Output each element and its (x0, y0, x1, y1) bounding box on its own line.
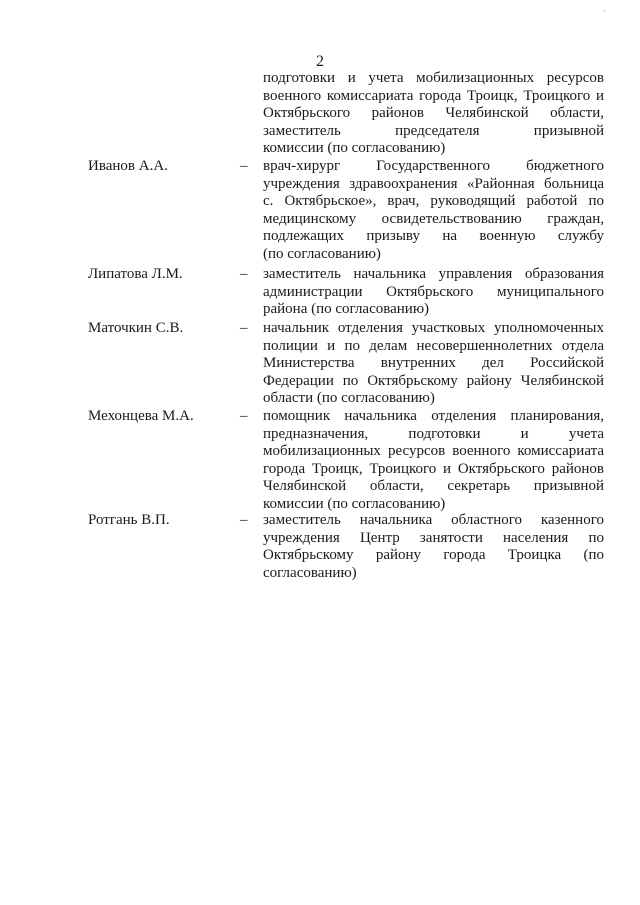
dash-separator: – (240, 158, 248, 174)
member-name: Мехонцева М.А. (88, 408, 194, 424)
text-line: с. Октябрьское», врач, руководящий работой по (263, 193, 604, 209)
text-line: Октябрьского районов Челябинской области, (263, 105, 604, 121)
text-line: (по согласованию) (263, 245, 381, 262)
dash-separator: – (240, 408, 248, 424)
member-description (263, 512, 604, 582)
page-number: 2 (316, 53, 324, 70)
text-line: района (по согласованию) (263, 301, 430, 317)
text-line: Октябрьскому району города Троицка (по (263, 547, 604, 563)
member-name: Иванов А.А. (88, 158, 168, 174)
text-line: учреждения Центр занятости населения по (263, 529, 604, 546)
dash-separator: – (240, 320, 248, 336)
text-line: начальник отделения участковых уполномоченных (263, 320, 604, 336)
text-line: Министерства внутренних дел Российской (263, 355, 604, 371)
text-line: Челябинской области, секретарь призывной (263, 478, 604, 494)
text-line: медицинскому освидетельствованию граждан, (263, 210, 604, 227)
text-line: заместитель начальника управления образования (263, 266, 604, 282)
text-line: предназначения, подготовки и учета (263, 425, 604, 442)
continuation-text (263, 70, 604, 158)
text-line: комиссии (по согласованию) (263, 495, 446, 512)
text-line: области (по согласованию) (263, 390, 435, 406)
text-line: военного комиссариата города Троицк, Троицкого и (263, 87, 604, 104)
member-description (263, 158, 604, 263)
text-line: заместитель начальника областного казенного (263, 512, 604, 528)
text-line: врач-хирург Государственного бюджетного (263, 158, 604, 174)
member-description (263, 408, 604, 513)
member-description (263, 266, 604, 319)
text-line: подготовки и учета мобилизационных ресурсов (263, 70, 604, 86)
text-line: помощник начальника отделения планирования, (263, 408, 604, 424)
text-line: учреждения здравоохранения «Районная больница (263, 175, 604, 192)
text-line: Федерации по Октябрьскому району Челябинской (263, 372, 604, 389)
text-line: подлежащих призыву на военную службу (263, 228, 604, 244)
dash-separator: – (240, 512, 248, 528)
member-name: Ротгань В.П. (88, 512, 170, 528)
text-line: полиции и по делам несовершеннолетних отдела (263, 337, 604, 354)
text-line: комиссии (по согласованию) (263, 140, 446, 156)
member-name: Маточкин С.В. (88, 320, 184, 336)
corner-mark: · (603, 6, 606, 16)
text-line: города Троицк, Троицкого и Октябрьского районов (263, 460, 604, 477)
text-line: заместитель председателя призывной (263, 122, 604, 139)
text-line: мобилизационных ресурсов военного комиссариата (263, 443, 604, 459)
dash-separator: – (240, 266, 248, 282)
text-line: администрации Октябрьского муниципального (263, 283, 604, 300)
text-line: согласованию) (263, 564, 357, 581)
member-name: Липатова Л.М. (88, 266, 183, 282)
member-description (263, 320, 604, 408)
